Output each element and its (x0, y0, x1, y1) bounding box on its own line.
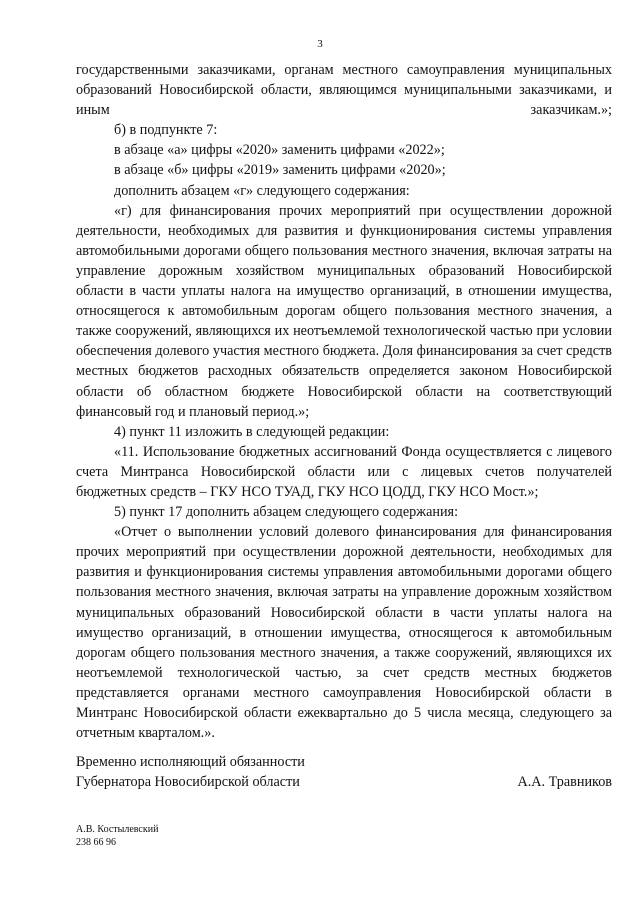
paragraph-add-g: дополнить абзацем «г» следующего содержания: (114, 182, 410, 199)
document-body (76, 60, 612, 743)
paragraph-abzac-a: в абзаце «а» цифры «2020» заменить цифрами «2022»; (114, 142, 445, 159)
page-number: 3 (317, 38, 323, 50)
paragraph-item-11-text: «11. Использование бюджетных ассигнований Фонда осуществляется с лицевого счета Минтранса Новосибирской области или с лицевых счетов получателей бюджетных средств – ГКУ НСО ТУАД, ГКУ НСО ЦОДД, ГКУ НСО Мост.»; (76, 443, 612, 500)
signatory-position-line1: Временно исполняющий обязанности (76, 754, 305, 770)
paragraph-g-text: «г) для финансирования прочих мероприятий при осуществлении дорожной деятельности, необходимых для развития и функционирования системы управления автомобильными дорогами общего пользования местного значения, включая затраты на управление дорожным хозяйством муниципальных образований Новосибирской области в части уплаты налога на имущество организаций, в отношении имущества, относящегося к автомобильным дорогам общего пользования местного значения, а также сооружений, являющихся их неотъемлемой технологической частью при условии обеспечения долевого участия местного бюджета. Доля финансирования за счет средств местных бюджетов расходных обязательств определяется законом Новосибирской области об областном бюджете Новосибирской области на соответствующий финансовый год и плановый период.»; (76, 202, 612, 420)
signatory-name: А.А. Травников (517, 774, 612, 790)
paragraph-item-4: 4) пункт 11 изложить в следующей редакции: (114, 423, 390, 440)
paragraph-subitem-b: б) в подпункте 7: (114, 122, 218, 139)
paragraph-item-5: 5) пункт 17 дополнить абзацем следующего содержания: (114, 504, 459, 521)
signature-block (76, 752, 612, 792)
paragraph-abzac-b: в абзаце «б» цифры «2019» заменить цифрами «2020»; (114, 162, 446, 179)
executor-info (76, 823, 158, 849)
signatory-position-line2: Губернатора Новосибирской области (76, 774, 300, 790)
executor-name: А.В. Костылевский (76, 824, 159, 835)
executor-phone: 238 66 96 (76, 837, 116, 848)
paragraph-report-text: «Отчет о выполнении условий долевого финансирования для финансирования прочих мероприятий при осуществлении дорожной деятельности, необходимых для развития и функционирования системы управления автомобильными дорогами общего пользования местного значения, включая затраты на управление дорожным хозяйством муниципальных образований Новосибирской области в части уплаты налога на имущество организаций, в отношении имущества, относящегося к автомобильным дорогам общего пользования местного значения, а также сооружений, являющихся их неотъемлемой технологической частью, за счет средств местных бюджетов представляется органами местного самоуправления Новосибирской области в Минтранс Новосибирской области ежеквартально до 5 числа месяца, следующего за отчетным кварталом.». (76, 524, 612, 742)
paragraph-continuation: государственными заказчиками, органам местного самоуправления муниципальных образований Новосибирской области, являющимся муниципальными заказчиками, и иным заказчикам.»; (76, 62, 612, 119)
